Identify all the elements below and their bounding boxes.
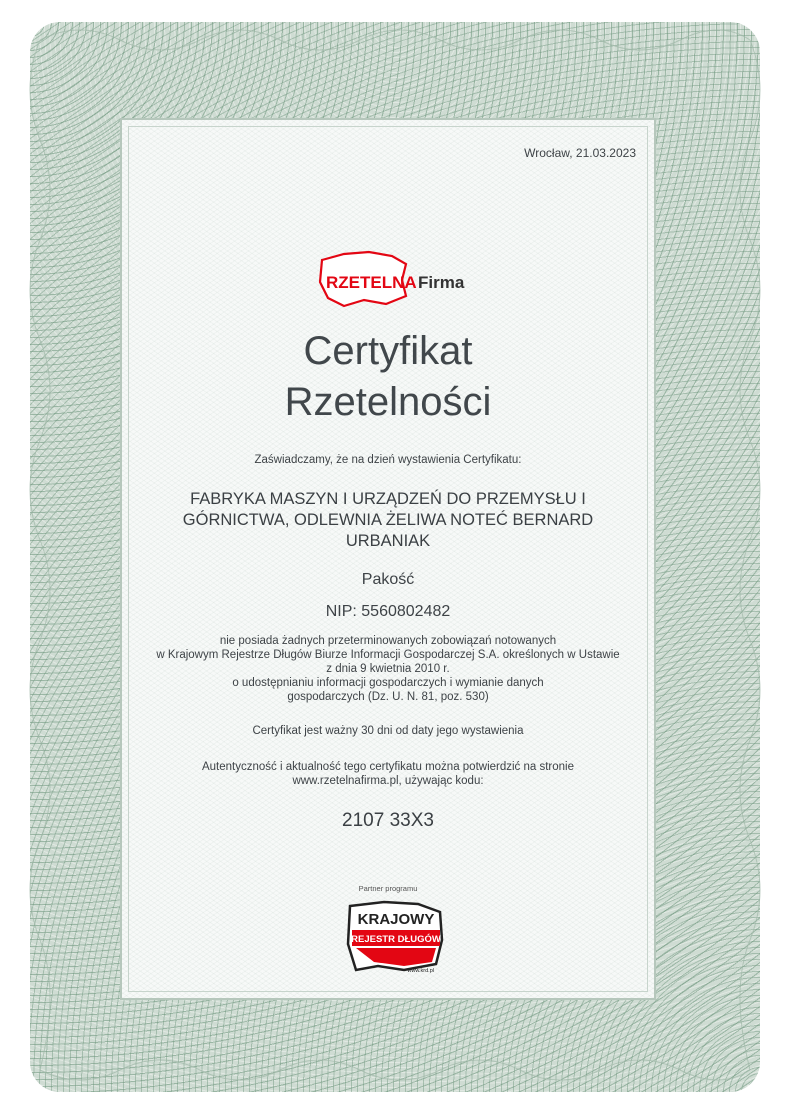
company-name-line1: FABRYKA MASZYN I URZĄDZEŃ DO PRZEMYSŁU I bbox=[190, 490, 586, 508]
verification-line2: www.rzetelnafirma.pl, używając kodu: bbox=[292, 775, 484, 787]
statement-line4: o udostępnianiu informacji gospodarczych i wymianie danych bbox=[232, 677, 544, 689]
logo-word-firma: Firma bbox=[418, 273, 465, 292]
certificate-panel bbox=[120, 118, 656, 1000]
statement-line3: z dnia 9 kwietnia 2010 r. bbox=[326, 663, 450, 675]
krd-logo-url: www.krd.pl bbox=[407, 968, 434, 974]
rzetelna-firma-logo bbox=[314, 250, 474, 310]
company-name-line3: URBANIAK bbox=[345, 532, 431, 550]
attestation-text: Zaświadczamy, że na dzień wystawienia Certyfikatu: bbox=[254, 454, 522, 466]
verification-line1: Autentyczność i aktualność tego certyfikatu można potwierdzić na stronie bbox=[201, 761, 575, 773]
krd-logo-word1: KRAJOWY bbox=[357, 911, 435, 928]
verification-code: 2107 33X3 bbox=[342, 810, 434, 831]
partner-label: Partner programu bbox=[358, 884, 418, 893]
validity-text: Certyfikat jest ważny 30 dni od daty jego wystawienia bbox=[252, 725, 524, 737]
issue-date: Wrocław, 21.03.2023 bbox=[524, 146, 636, 160]
certificate-title-line2: Rzetelności bbox=[284, 380, 492, 424]
statement-line1: nie posiada żadnych przeterminowanych zobowiązań notowanych bbox=[219, 635, 557, 647]
krajowy-rejestr-dlugow-logo bbox=[344, 900, 448, 974]
statement-line5: gospodarczych (Dz. U. N. 81, poz. 530) bbox=[287, 691, 489, 703]
krd-logo-word2: REJESTR DŁUGÓW bbox=[351, 934, 441, 945]
company-name-line2: GÓRNICTWA, ODLEWNIA ŻELIWA NOTEĆ BERNARD bbox=[182, 511, 594, 529]
logo-word-rzetelna: RZETELNA bbox=[326, 273, 417, 292]
company-city: Pakość bbox=[361, 571, 415, 588]
company-nip: NIP: 5560802482 bbox=[325, 603, 451, 620]
certificate-title-line1: Certyfikat bbox=[303, 329, 473, 373]
statement-line2: w Krajowym Rejestrze Długów Biurze Informacji Gospodarczej S.A. określonych w Ustawie bbox=[156, 649, 620, 661]
